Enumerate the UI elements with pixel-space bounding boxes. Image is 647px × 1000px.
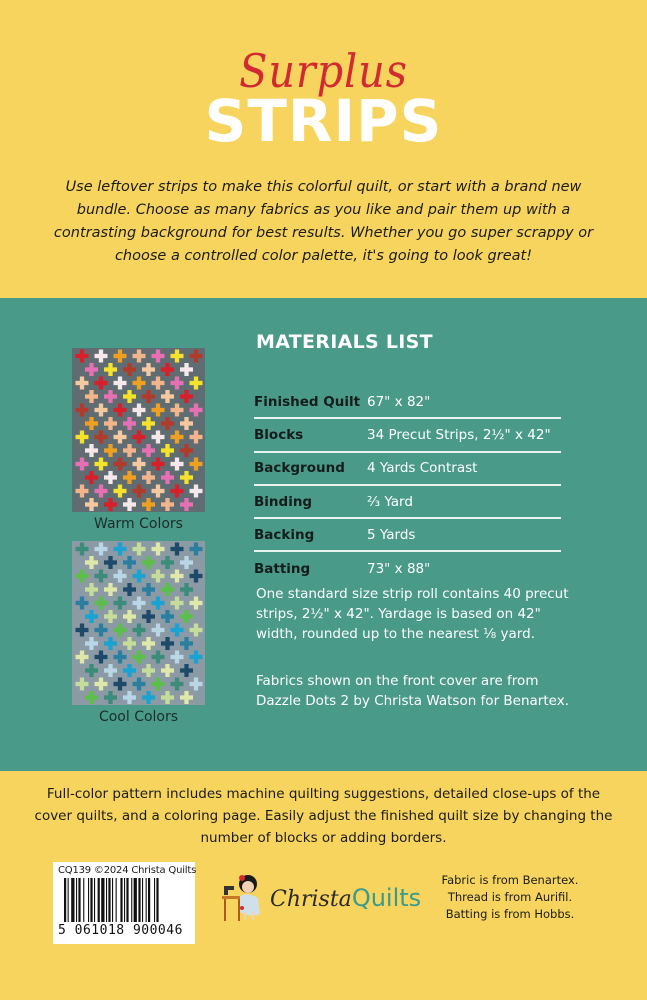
footer-section [0,771,647,1000]
credit-thread: Thread is from Aurifil. [447,890,573,904]
pattern-description: Full-color pattern includes machine quilting suggestions, detailed close-ups of the cover quilts, and a coloring page. Easily adjust the finished quilt size by changing the number of blocks or adding borders. [34,786,613,846]
materials-row [254,486,561,519]
row-value: 67" x 82" [367,393,431,410]
logo-quilts: Quilts [351,884,422,912]
materials-row [254,419,561,452]
row-value: ⅔ Yard [367,493,413,510]
credit-fabric: Fabric is from Benartex. [441,873,579,887]
row-value: 34 Precut Strips, 2½" x 42" [367,426,551,443]
row-label: Backing [254,526,315,543]
fabric-source-note: Fabrics shown on the front cover are from Dazzle Dots 2 by Christa Watson for Benartex. [256,673,569,709]
materials-row [254,386,561,419]
materials-table [254,386,561,586]
logo-christa: Christa [270,887,352,912]
row-value: 5 Yards [367,526,416,543]
row-label: Background [254,460,345,477]
warm-quilt-caption: Warm Colors [94,516,183,532]
materials-title: MATERIALS LIST [256,331,433,353]
seamstress-illustration-icon [220,868,264,924]
row-value: 73" x 88" [367,561,431,578]
row-label: Finished Quilt [254,393,361,410]
strip-roll-note: One standard size strip roll contains 40 precut strips, 2½" x 42". Yardage is based on 42" width, rounded up to the nearest ⅛ yard. [256,586,569,642]
warm-quilt-image [72,348,205,512]
row-value: 4 Yards Contrast [367,460,478,477]
materials-row [254,552,561,585]
christa-quilts-logo [220,868,422,928]
barcode-label: CQ139 ©2024 Christa Quilts [58,865,197,876]
row-label: Binding [254,493,313,510]
credit-batting: Batting is from Hobbs. [445,907,575,921]
barcode-bars-icon [64,878,188,922]
barcode-number: 5 061018 900046 [58,923,183,938]
intro-paragraph: Use leftover strips to make this colorful quilt, or start with a brand new bundle. Choose as many fabrics as you like and pair them up with a contrasting background for best results. Whether you go super scrappy or choose a controlled color palette, it's going to look great! [53,179,594,264]
header-section [0,0,647,298]
title-surplus: Surplus [239,44,408,98]
materials-row [254,519,561,552]
materials-row [254,453,561,486]
row-label: Batting [254,561,311,578]
title-strips: STRIPS [204,87,443,155]
cool-quilt-caption: Cool Colors [98,709,179,725]
credits [420,872,600,923]
row-label: Blocks [254,426,304,443]
cool-quilt-image [72,541,205,705]
barcode [53,862,195,944]
materials-section [0,298,647,771]
